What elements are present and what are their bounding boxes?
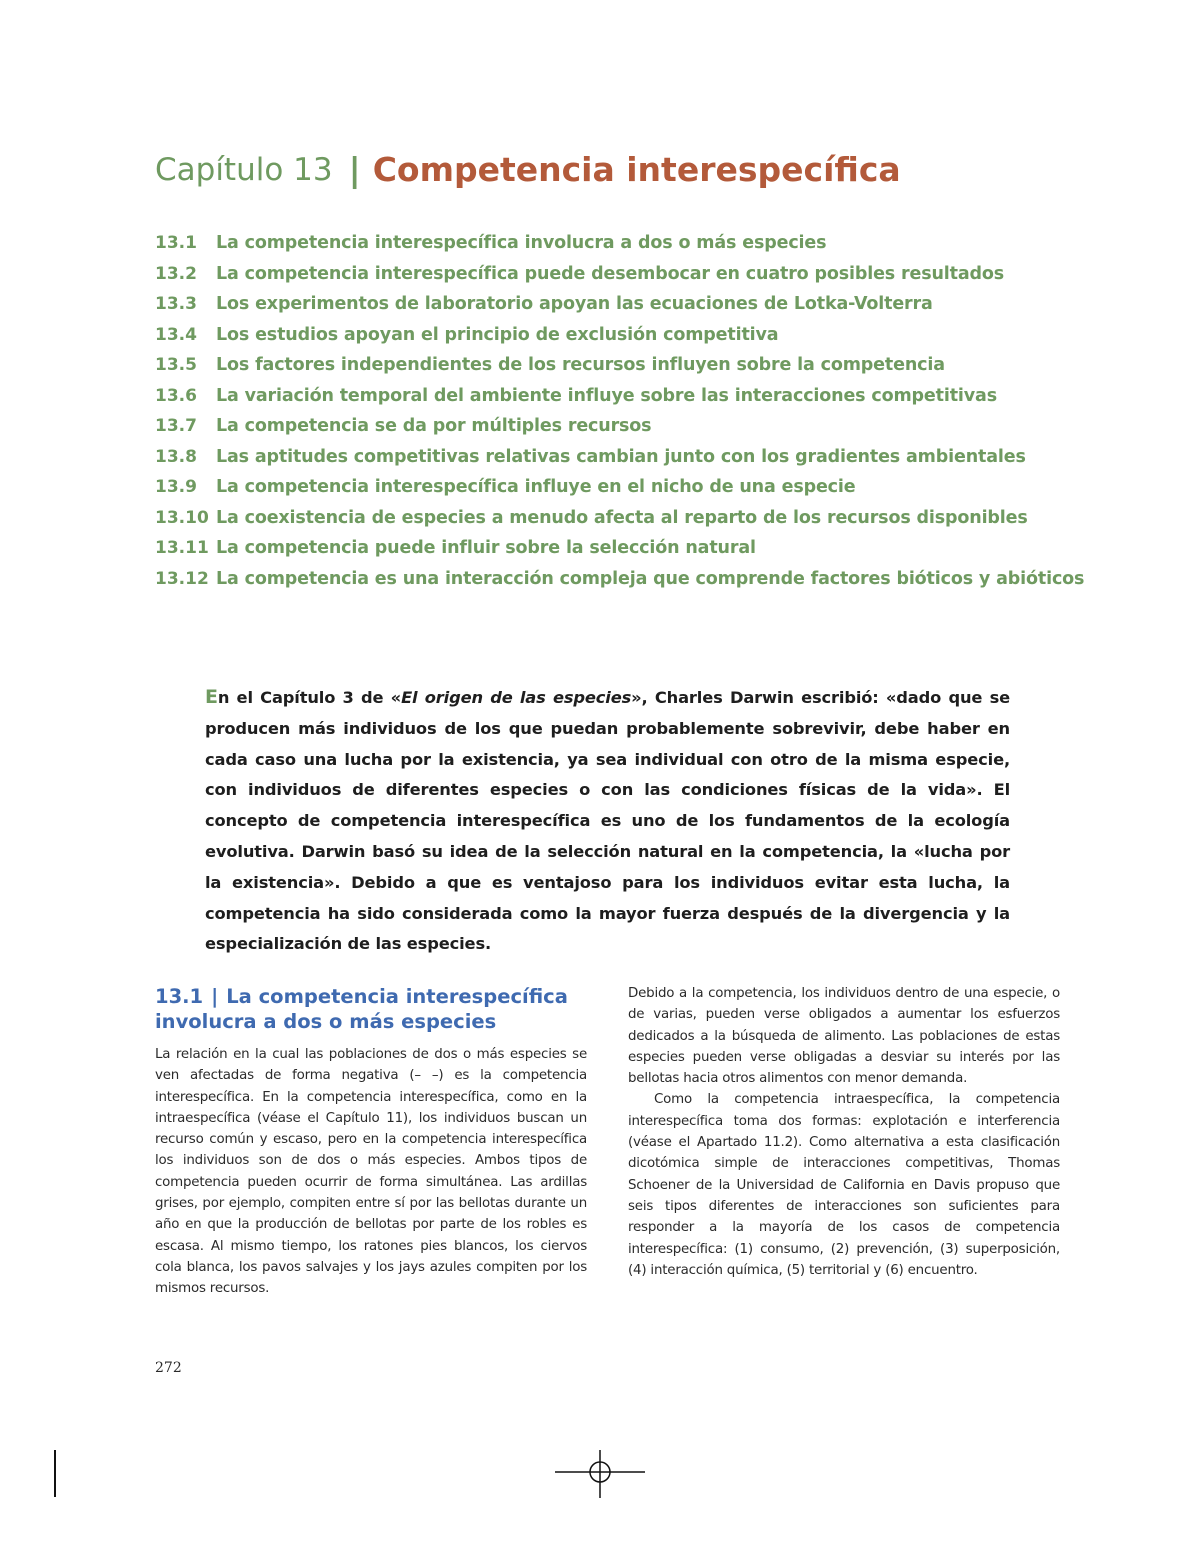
toc-number: 13.5 xyxy=(155,355,197,376)
toc-number: 13.6 xyxy=(155,385,197,406)
body-paragraph: La relación en la cual las poblaciones de dos o más especies se ven afectadas de forma negativa (– –) es la competencia interespecífica. En la competencia interespecífica, como en la intraespecífica (véase el Capítulo 11), los individuos buscan un recurso común y escaso, pero en la competencia interespecífica los individuos son de dos o más especies. Ambos tipos de competencia pueden ocurrir de forma simultánea. Las ardillas grises, por ejemplo, compiten entre sí por las bellotas durante un año en que la producción de bellotas por parte de los robles es escasa. Al mismo tiempo, los ratones pies blancos, los ciervos cola blanca, los pavos salvajes y los jays azules compiten por los mismos recursos. xyxy=(155,1047,587,1297)
toc-text: Los experimentos de laboratorio apoyan las ecuaciones de Lotka-Volterra xyxy=(216,294,933,315)
toc-number: 13.2 xyxy=(155,263,197,284)
table-of-contents xyxy=(155,228,1155,594)
toc-text: La competencia interespecífica influye en el nicho de una especie xyxy=(216,477,856,498)
toc-text: Los factores independientes de los recursos influyen sobre la competencia xyxy=(216,355,945,376)
section-title: La competencia interespecífica involucra a dos o más especies xyxy=(155,985,568,1033)
toc-number: 13.3 xyxy=(155,294,197,315)
toc-text: La competencia interespecífica puede desembocar en cuatro posibles resultados xyxy=(216,263,1005,284)
toc-text: La coexistencia de especies a menudo afecta al reparto de los recursos disponibles xyxy=(216,507,1028,528)
toc-item xyxy=(155,503,1155,534)
toc-text: La competencia puede influir sobre la selección natural xyxy=(216,538,756,559)
chapter-separator: | xyxy=(348,150,361,189)
toc-item xyxy=(155,289,1155,320)
toc-number: 13.7 xyxy=(155,416,197,437)
intro-text: n el Capítulo 3 de « xyxy=(217,688,402,707)
toc-item xyxy=(155,350,1155,381)
toc-item xyxy=(155,411,1155,442)
crop-mark xyxy=(54,1450,56,1497)
toc-item xyxy=(155,442,1155,473)
chapter-intro xyxy=(205,682,1010,960)
toc-number: 13.1 xyxy=(155,233,197,254)
chapter-title: Competencia interespecífica xyxy=(372,150,901,189)
chapter-label: Capítulo 13 xyxy=(155,151,333,188)
section-heading xyxy=(155,984,595,1034)
toc-number: 13.11 xyxy=(155,538,209,559)
toc-item xyxy=(155,472,1155,503)
toc-text: La variación temporal del ambiente influye sobre las interacciones competitivas xyxy=(216,385,997,406)
registration-mark-icon xyxy=(555,1450,645,1500)
toc-text: La competencia se da por múltiples recursos xyxy=(216,416,652,437)
toc-text: Las aptitudes competitivas relativas cambian junto con los gradientes ambientales xyxy=(216,446,1026,467)
toc-number: 13.8 xyxy=(155,446,197,467)
page-number: 272 xyxy=(155,1360,182,1376)
right-column xyxy=(628,983,1060,1281)
toc-text: La competencia es una interacción compleja que comprende factores bióticos y abióticos xyxy=(216,568,1085,589)
drop-cap: E xyxy=(205,686,218,708)
toc-item xyxy=(155,228,1155,259)
toc-item xyxy=(155,533,1155,564)
toc-item xyxy=(155,320,1155,351)
book-title: El origen de las especies xyxy=(401,688,632,707)
toc-number: 13.9 xyxy=(155,477,197,498)
toc-item xyxy=(155,259,1155,290)
toc-number: 13.12 xyxy=(155,568,209,589)
toc-item xyxy=(155,381,1155,412)
toc-text: Los estudios apoyan el principio de exclusión competitiva xyxy=(216,324,779,345)
toc-number: 13.4 xyxy=(155,324,197,345)
chapter-header xyxy=(155,150,901,189)
left-column xyxy=(155,1044,587,1300)
body-paragraph: Como la competencia intraespecífica, la competencia interespecífica toma dos formas: explotación e interferencia (véase el Apartado 11.2). Como alternativa a esta clasificación dicotómica simple de interacciones competitivas, Thomas Schoener de la Universidad de California en Davis propuso que seis tipos diferentes de interacciones son suficientes para responder a la mayoría de los casos de competencia interespecífica: (1) consumo, (2) prevención, (3) superposición, (4) interacción química, (5) territorial y (6) encuentro. xyxy=(628,1092,1060,1278)
toc-number: 13.10 xyxy=(155,507,209,528)
section-number: 13.1 xyxy=(155,985,204,1008)
toc-item xyxy=(155,564,1155,595)
intro-text: », Charles Darwin escribió: «dado que se producen más individuos de los que puedan probablemente sobrevivir, debe haber en cada caso una lucha por la existencia, ya sea individual con otro de la misma especie, con individuos de diferentes especies o con las condiciones físicas de la vida». El concepto de competencia interespecífica es uno de los fundamentos de la ecología evolutiva. Darwin basó su idea de la selección natural en la competencia, la «lucha por la existencia». Debido a que es ventajoso para los individuos evitar esta lucha, la competencia ha sido considerada como la mayor fuerza después de la divergencia y la especialización de las especies. xyxy=(205,688,1010,954)
body-paragraph: Debido a la competencia, los individuos dentro de una especie, o de varias, pueden verse obligados a aumentar los esfuerzos dedicados a la búsqueda de alimento. Las poblaciones de estas especies pueden verse obligadas a desviar su interés por las bellotas hacia otros alimentos con menor demanda. xyxy=(628,986,1060,1087)
section-separator: | xyxy=(211,985,219,1008)
toc-text: La competencia interespecífica involucra a dos o más especies xyxy=(216,233,827,254)
